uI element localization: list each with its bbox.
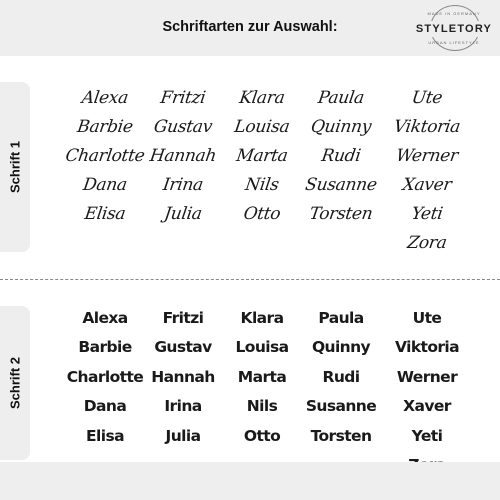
font-sample-name: Otto: [243, 426, 281, 445]
font-sample-name: Alexa: [80, 88, 130, 108]
font-sample-name: Elisa: [86, 426, 124, 445]
font-sample-name: Hannah: [148, 146, 218, 166]
font-sample-name: Xaver: [401, 175, 453, 195]
font-sample-name: Gustav: [152, 117, 214, 137]
font-sample-name: Gustav: [154, 338, 212, 357]
font-sample-name: Dana: [81, 175, 129, 195]
font-sample-name: Torsten: [308, 204, 374, 224]
font-sample-name: Marta: [237, 367, 287, 386]
font-sample-name: Paula: [318, 309, 364, 327]
font-sample-name: Ute: [410, 88, 444, 108]
logo-tagline-top: MADE IN GERMANY: [427, 11, 481, 16]
font-sample-name: Charlotte: [66, 367, 144, 386]
font-sample-name: Nils: [243, 175, 281, 195]
font-sample-name: Quinny: [311, 338, 371, 357]
font-sample-name: Julia: [165, 426, 201, 445]
logo-brand: STYLETORY: [415, 23, 493, 35]
font-sample-name: Susanne: [305, 397, 377, 416]
font-sample-name: Barbie: [78, 338, 132, 357]
font-sample-name: Elisa: [83, 204, 127, 224]
section-label-tab-schrift-1: [0, 82, 30, 252]
font-sample-name: Werner: [396, 367, 458, 386]
section-divider: [0, 279, 500, 280]
font-sample-name: Irina: [164, 397, 202, 416]
styletory-logo: [414, 5, 494, 50]
font-sample-name: Alexa: [82, 309, 128, 327]
font-sample-name: Louisa: [233, 117, 291, 137]
font-sample-name: Nils: [246, 397, 278, 416]
font-sample-name: Hannah: [151, 367, 215, 386]
font-sample-name: Charlotte: [64, 146, 146, 166]
font-sample-name: Torsten: [310, 426, 372, 445]
font-sample-name: Klara: [240, 309, 284, 327]
font-sample-name: Viktoria: [394, 338, 460, 357]
header-bar: [0, 0, 500, 56]
font-sample-name: Julia: [162, 204, 204, 224]
font-sample-name: Klara: [238, 88, 286, 108]
font-sample-name: Susanne: [303, 175, 379, 195]
font-sample-name: Marta: [235, 146, 289, 166]
font-sample-name: Ute: [412, 309, 442, 327]
font-sample-name: Barbie: [75, 117, 135, 137]
font-sample-name: Irina: [161, 175, 205, 195]
font-sample-name: Fritzi: [162, 309, 204, 327]
font-sample-name: Werner: [394, 146, 460, 166]
section-label-schrift-2: Schrift 2: [7, 356, 23, 410]
font-sample-name: Xaver: [403, 397, 451, 416]
logo-tagline-bottom: URBAN LIFESTYLE: [428, 40, 480, 45]
section-label-schrift-1: Schrift 1: [7, 140, 23, 194]
font-sample-name: Paula: [316, 88, 366, 108]
font-sample-name: Otto: [242, 204, 282, 224]
font-sample-name: Viktoria: [392, 117, 462, 137]
font-sample-name: Yeti: [411, 426, 443, 445]
footer-bar: [0, 462, 500, 500]
font-sample-name: Louisa: [235, 338, 289, 357]
font-sample-name: Rudi: [320, 146, 362, 166]
font-sample-name: Fritzi: [159, 88, 207, 108]
font-sample-name: Rudi: [322, 367, 360, 386]
page-title: Schriftarten zur Auswahl:: [162, 19, 338, 35]
section-label-tab-schrift-2: [0, 306, 30, 460]
font-sample-name: Dana: [83, 397, 127, 416]
font-sample-name: Quinny: [309, 117, 373, 137]
font-sample-name: Yeti: [410, 204, 444, 224]
font-sample-name: Zora: [406, 233, 448, 253]
